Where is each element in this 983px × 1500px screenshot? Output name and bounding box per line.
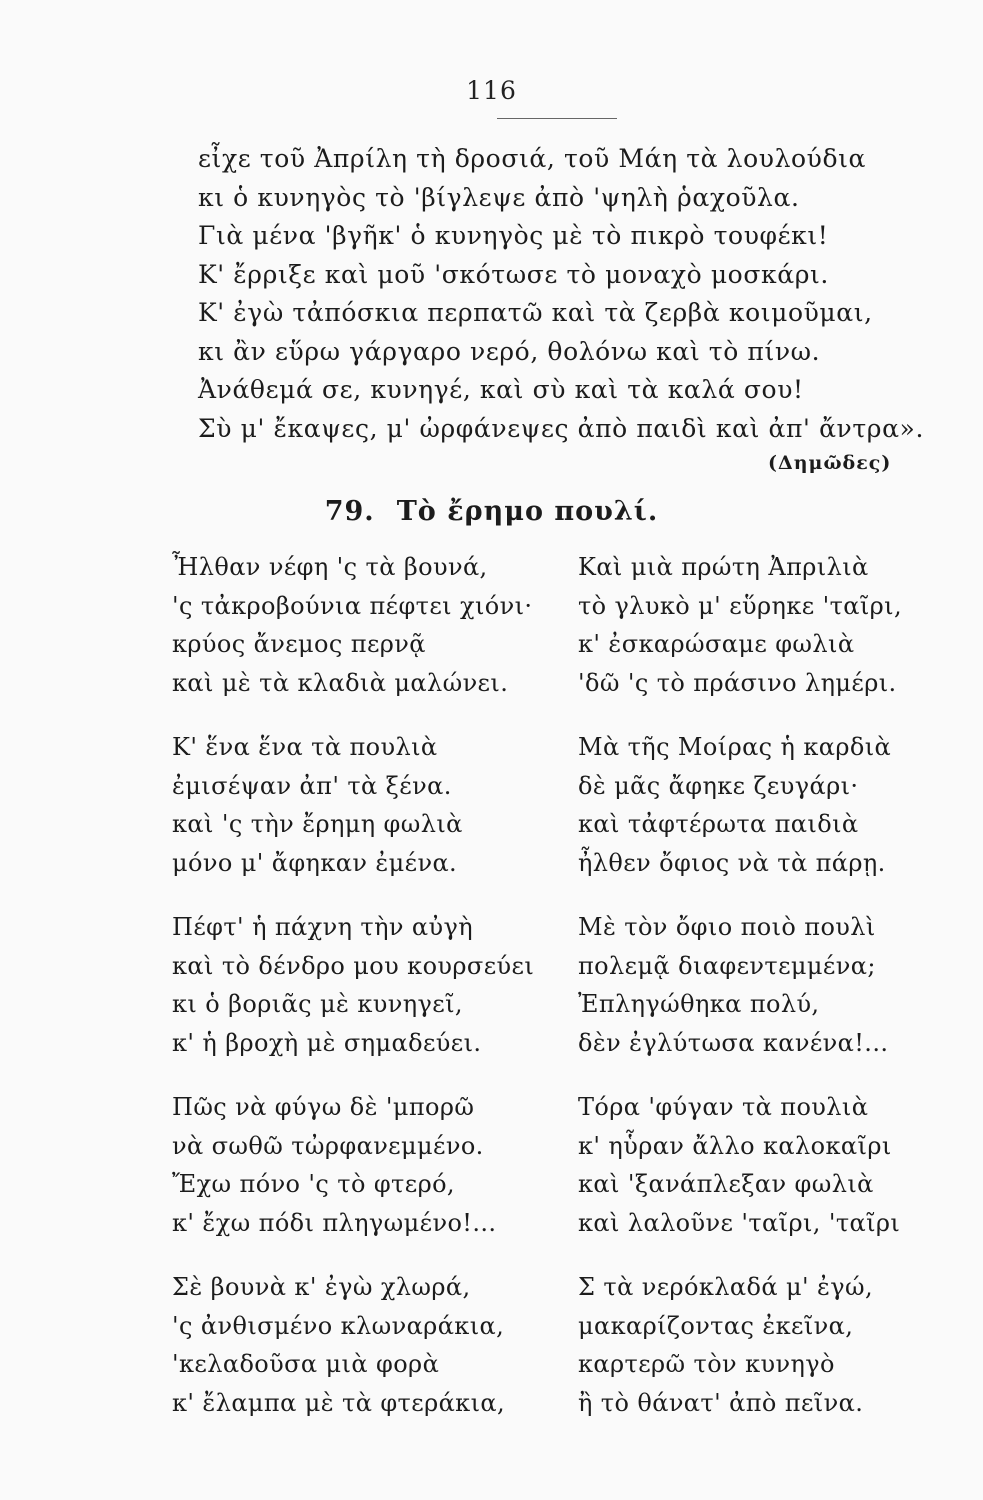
verse-line: Κ' ἕνα ἕνα τὰ πουλιὰ [172, 733, 438, 761]
verse-line: κ' ἡ βροχὴ μὲ σημαδεύει. [172, 1028, 482, 1057]
stanza [578, 728, 978, 903]
verse-line: κι ὁ βοριᾶς μὲ κυνηγεῖ, [172, 990, 463, 1019]
page-number: 116 [466, 76, 517, 105]
prose-line: Γιὰ μένα 'βγῆκ' ὁ κυνηγὸς μὲ τὸ πικρὸ τουφέκι! [198, 221, 829, 250]
page-number-rule [497, 118, 617, 119]
verse-line: καρτερῶ τὸν κυνηγὸ [578, 1350, 835, 1379]
verse-line: κ' ἐσκαρώσαμε φωλιὰ [578, 630, 855, 659]
verse-line: καὶ λαλοῦνε 'ταῖρι, 'ταῖρι [578, 1208, 901, 1237]
verse-line: νὰ σωθῶ τὠρφανεμμένο. [172, 1131, 484, 1160]
stanza [578, 548, 978, 723]
poem-title: Τὸ ἔρημο πουλί. [396, 496, 659, 527]
stanza [172, 548, 572, 723]
stanza [172, 908, 572, 1083]
verse-line: Ἔχω πόνο 'ς τὸ φτερό, [172, 1170, 455, 1199]
stanza [172, 1268, 572, 1443]
poem-number: 79. [324, 496, 375, 527]
prose-line: κι ἂν εὕρω γάργαρο νερό, θολόνω καὶ τὸ πίνω. [198, 336, 821, 366]
verse-line: ἢ τὸ θάνατ' ἀπὸ πεῖνα. [578, 1388, 864, 1417]
poem-column-right [578, 548, 978, 1443]
prose-line: Κ' ἔρριξε καὶ μοῦ 'σκότωσε τὸ μοναχὸ μοσκάρι. [198, 259, 829, 289]
verse-line: καὶ τἀφτέρωτα παιδιὰ [578, 810, 859, 839]
verse-line: καὶ 'ξανάπλεξαν φωλιὰ [578, 1170, 874, 1199]
stanza [578, 1268, 978, 1443]
verse-line: Μὰ τῆς Μοίρας ἡ καρδιὰ [578, 733, 892, 761]
verse-line: Καὶ μιὰ πρώτη Ἀπριλιὰ [578, 553, 869, 581]
prose-line: εἶχε τοῦ Ἀπρίλη τὴ δροσιά, τοῦ Μάη τὰ λουλούδια [198, 144, 866, 173]
stanza [578, 1088, 978, 1263]
verse-line: Πῶς νὰ φύγω δὲ 'μπορῶ [172, 1093, 475, 1121]
stanza [172, 728, 572, 903]
source-attribution: (Δημῶδες) [768, 452, 892, 474]
verse-line: Σ τὰ νερόκλαδά μ' ἐγώ, [578, 1273, 874, 1301]
verse-line: Σὲ βουνὰ κ' ἐγὼ χλωρά, [172, 1273, 471, 1301]
prose-line: κι ὁ κυνηγὸς τὸ 'βίγλεψε ἀπὸ 'ψηλὴ ῥαχοῦλα. [198, 182, 800, 212]
prose-line: Ἀνάθεμά σε, κυνηγέ, καὶ σὺ καὶ τὰ καλά σου! [198, 375, 804, 404]
poem-heading [0, 496, 983, 527]
verse-line: τὸ γλυκὸ μ' εὕρηκε 'ταῖρι, [578, 591, 903, 620]
verse-line: κ' ἔλαμπα μὲ τὰ φτεράκια, [172, 1388, 506, 1417]
verse-line: κ' ηὗραν ἄλλο καλοκαῖρι [578, 1131, 892, 1160]
verse-line: καὶ μὲ τὰ κλαδιὰ μαλώνει. [172, 668, 509, 697]
verse-line: 'κελαδοῦσα μιὰ φορὰ [172, 1350, 440, 1379]
verse-line: κ' ἔχω πόδι πληγωμένο!... [172, 1208, 497, 1237]
verse-line: Ἦλθαν νέφη 'ς τὰ βουνά, [172, 553, 488, 581]
verse-line: πολεμᾷ διαφεντεμμένα; [578, 951, 876, 980]
verse-line: κρύος ἄνεμος περνᾷ [172, 630, 426, 659]
verse-line: Τόρα 'φύγαν τὰ πουλιὰ [578, 1093, 869, 1121]
verse-line: δὲν ἐγλύτωσα κανένα!... [578, 1028, 889, 1057]
verse-line: μόνο μ' ἄφηκαν ἐμένα. [172, 848, 458, 877]
poem-column-left [172, 548, 572, 1443]
prose-passage [198, 140, 958, 448]
verse-line: ἐμισέψαν ἀπ' τὰ ξένα. [172, 771, 452, 800]
verse-line: μακαρίζοντας ἐκεῖνα, [578, 1311, 854, 1340]
prose-line: Σὺ μ' ἔκαψες, μ' ὠρφάνεψες ἀπὸ παιδὶ καὶ ἀπ' ἄντρα». [198, 413, 924, 443]
verse-line: καὶ 'ς τὴν ἔρημη φωλιὰ [172, 810, 463, 839]
verse-line: Μὲ τὸν ὄφιο ποιὸ πουλὶ [578, 913, 876, 941]
verse-line: ἦλθεν ὄφιος νὰ τὰ πάρῃ. [578, 848, 886, 877]
verse-line: Πέφτ' ἡ πάχνη τὴν αὐγὴ [172, 913, 473, 941]
verse-line: 'δῶ 'ς τὸ πράσινο λημέρι. [578, 668, 897, 697]
verse-line: δὲ μᾶς ἄφηκε ζευγάρι· [578, 771, 859, 800]
verse-line: 'ς ἀνθισμένο κλωναράκια, [172, 1311, 505, 1340]
stanza [578, 908, 978, 1083]
stanza [172, 1088, 572, 1263]
prose-line: Κ' ἐγὼ τἀπόσκια περπατῶ καὶ τὰ ζερβὰ κοιμοῦμαι, [198, 298, 873, 327]
verse-line: Ἐπληγώθηκα πολύ, [578, 990, 820, 1019]
verse-line: καὶ τὸ δένδρο μου κουρσεύει [172, 951, 535, 980]
verse-line: 'ς τἀκροβούνια πέφτει χιόνι· [172, 591, 533, 620]
